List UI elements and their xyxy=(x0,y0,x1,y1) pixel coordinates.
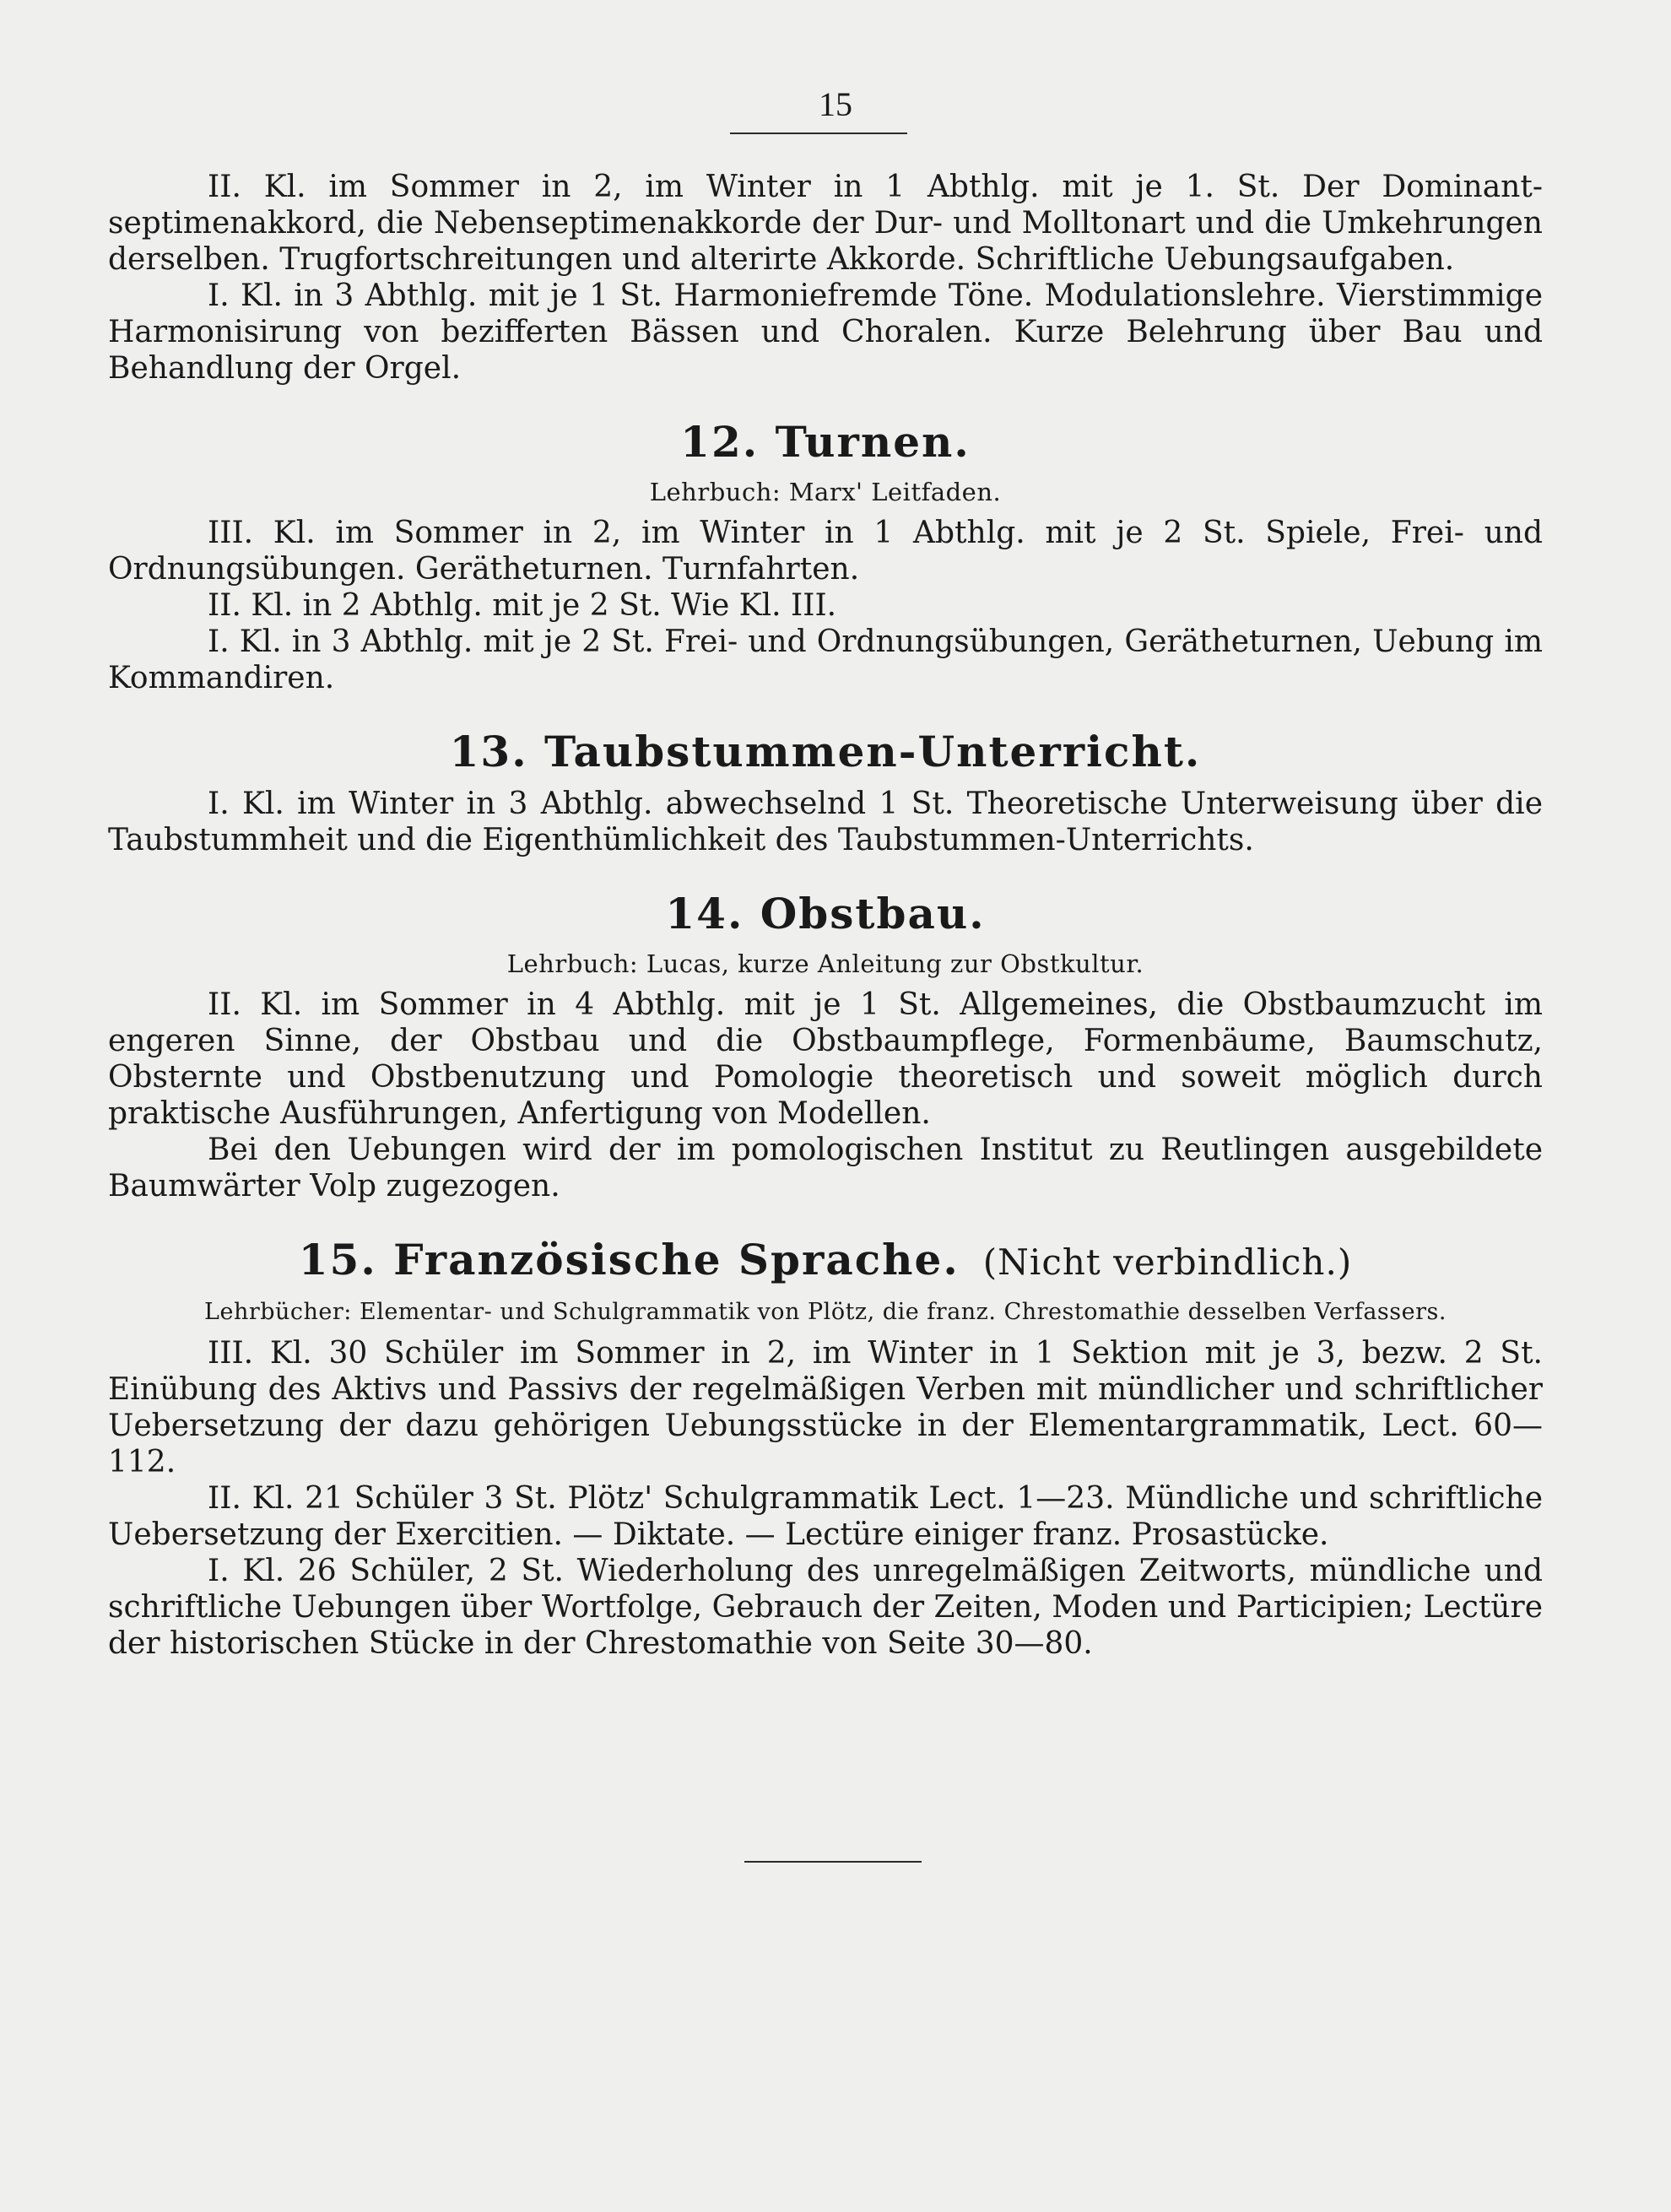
section-12-paragraph-1: III. Kl. im Sommer in 2, im Winter in 1 Abthlg. mit je 2 St. Spiele, Frei- und Ordnungsübungen. Gerätheturnen. Turnfahrten. xyxy=(108,516,1543,587)
section-14-heading: 14. Obstbau. xyxy=(665,889,986,938)
music-class-2-paragraph: II. Kl. im Sommer in 2, im Winter in 1 Abthlg. mit je 1. St. Der Dominantseptimenakkord, die Nebenseptimenakkorde der Dur- und Molltonart und die Umkehrungen derselben. Trugfortschreitungen und alterirte Akkorde. Schriftliche Uebungsaufgaben. xyxy=(108,170,1543,277)
section-12-textbook: Lehrbuch: Marx' Leitfaden. xyxy=(649,478,1002,506)
section-15-textbook: Lehrbücher: Elementar- und Schulgrammatik von Plötz, die franz. Chrestomathie desselben Verfassers. xyxy=(204,1299,1447,1325)
section-15-paragraph-1: III. Kl. 30 Schüler im Sommer in 2, im Winter in 1 Sektion mit je 3, bezw. 2 St. Einübung des Aktivs und Passivs der regelmäßigen Verben mit mündlicher und schriftlicher Uebersetzung der dazu gehörigen Uebungsstücke in der Elementargrammatik, Lect. 60—112. xyxy=(108,1336,1543,1479)
section-15-paragraph-2: II. Kl. 21 Schüler 3 St. Plötz' Schulgrammatik Lect. 1—23. Mündliche und schriftliche Uebersetzung der Exercitien. — Diktate. — Lectüre einiger franz. Prosastücke. xyxy=(108,1481,1543,1552)
footer-rule xyxy=(744,1861,922,1863)
section-15-title: 15. Französische Sprache. xyxy=(298,1235,960,1284)
page-content xyxy=(108,169,1543,1662)
section-12-paragraph-2: II. Kl. in 2 Abthlg. mit je 2 St. Wie Kl. III. xyxy=(208,588,837,623)
section-15-heading xyxy=(108,1236,1543,1286)
section-13-heading: 13. Taubstummen-Unterricht. xyxy=(449,727,1202,776)
section-12-paragraph-3: I. Kl. in 3 Abthlg. mit je 2 St. Frei- und Ordnungsübungen, Gerätheturnen, Uebung im Kommandiren. xyxy=(108,625,1543,695)
section-14-textbook: Lehrbuch: Lucas, kurze Anleitung zur Obstkultur. xyxy=(506,949,1144,978)
section-12-heading: 12. Turnen. xyxy=(680,417,971,467)
section-15-note: (Nicht verbindlich.) xyxy=(982,1241,1353,1283)
section-14-paragraph-1: II. Kl. im Sommer in 4 Abthlg. mit je 1 St. Allgemeines, die Obstbaumzucht im engeren Sinne, der Obstbau und die Obstbaumpflege, Formenbäume, Baumschutz, Obsternte und Obstbenutzung und Pomologie theoretisch und soweit möglich durch praktische Ausführungen, Anfertigung von Modellen. xyxy=(108,987,1543,1131)
header-rule xyxy=(730,133,907,134)
section-13-paragraph-1: I. Kl. im Winter in 3 Abthlg. abwechselnd 1 St. Theoretische Unterweisung über die Taubstummheit und die Eigenthümlichkeit des Taubstummen-Unterrichts. xyxy=(108,787,1543,857)
section-15-paragraph-3: I. Kl. 26 Schüler, 2 St. Wiederholung des unregelmäßigen Zeitworts, mündliche und schriftliche Uebungen über Wortfolge, Gebrauch der Zeiten, Moden und Participien; Lectüre der historischen Stücke in der Chrestomathie von Seite 30—80. xyxy=(108,1554,1543,1661)
music-class-1-paragraph: I. Kl. in 3 Abthlg. mit je 1 St. Harmoniefremde Töne. Modulationslehre. Vierstimmige Harmonisirung von bezifferten Bässen und Choralen. Kurze Belehrung über Bau und Behandlung der Orgel. xyxy=(108,279,1543,386)
page-number: 15 xyxy=(819,85,852,123)
section-14-paragraph-2: Bei den Uebungen wird der im pomologischen Institut zu Reutlingen ausgebildete Baumwärter Volp zugezogen. xyxy=(108,1133,1543,1203)
